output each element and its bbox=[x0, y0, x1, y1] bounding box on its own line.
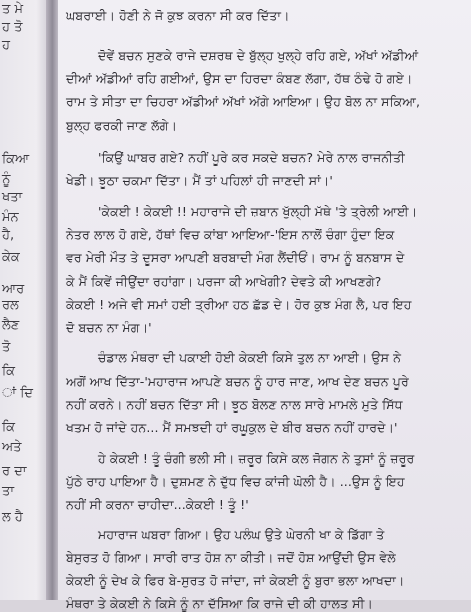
left-page bbox=[0, 0, 52, 600]
text-line: 'ਕਿਉਂ ਘਾਬਰ ਗਏ? ਨਹੀਂ ਪੂਰੇ ਕਰ ਸਕਦੇ ਬਚਨ? ਮੇਰੇ ਨਾਲ ਰਾਜਨੀਤੀ bbox=[98, 150, 405, 165]
text-line: ਚੰਡਾਲ ਮੰਥਰਾ ਦੀ ਪਕਾਈ ਹੋਈ ਕੇਕਈ ਕਿਸੇ ਤੁਲ ਨਾ ਆਈ। ਉਸ ਨੇ bbox=[98, 350, 402, 365]
left-page-fragment: ਲੈਣ bbox=[2, 318, 20, 333]
left-page-fragment: ਆਰ bbox=[2, 282, 25, 297]
text-line: ਨੇਤਰ ਲਾਲ ਹੋ ਗਏ, ਹੱਥਾਂ ਵਿਚ ਕਾਂਬਾ ਆਇਆ-'ਇਸ ਨਾਲੋਂ ਚੰਗਾ ਹੁੰਦਾ ਇਕ bbox=[66, 227, 395, 242]
left-page-fragment: ਹ bbox=[2, 38, 10, 53]
text-line: ਬੇਸੁਰਤ ਹੋ ਗਿਆ। ਸਾਰੀ ਰਾਤ ਹੋਸ਼ ਨਾ ਕੀਤੀ। ਜਦੋਂ ਹੋਸ਼ ਆਉਂਦੀ ਉਸ ਵੇਲੇ bbox=[66, 550, 396, 565]
left-page-fragment: ਤਾ bbox=[2, 484, 15, 499]
text-line: ਦੋ ਬਚਨ ਨਾ ਮੰਗ।' bbox=[66, 320, 152, 335]
left-page-fragment: ਨੂੰ bbox=[2, 172, 11, 187]
left-page-fragment: ਰ ਦਾ bbox=[2, 464, 27, 479]
text-line: ਨਹੀਂ ਕਰਨੇ। ਨਹੀਂ ਬਚਨ ਦਿੱਤਾ ਸੀ। ਝੂਠ ਬੋਲਣ ਨਾਲ ਸਾਰੇ ਮਾਮਲੇ ਮੁਤੇ ਸਿੱਧ bbox=[66, 397, 403, 412]
text-line: ਖੇਡੀ। ਝੂਠਾ ਚਕਮਾ ਦਿੱਤਾ। ਮੈਂ ਤਾਂ ਪਹਿਲਾਂ ਹੀ ਜਾਣਦੀ ਸਾਂ।' bbox=[66, 173, 333, 188]
left-page-fragment: ਲ ਹੈ bbox=[2, 510, 23, 525]
left-page-fragment: ਹੈ, bbox=[2, 228, 15, 243]
left-page-fragment: ਕਿਆ bbox=[2, 152, 30, 167]
left-page-fragment: ਾਂ ਦਿ bbox=[2, 386, 34, 401]
text-line: ਘਬਰਾਈ। ਹੋਣੀ ਨੇ ਜੋ ਕੁਝ ਕਰਨਾ ਸੀ ਕਰ ਦਿੱਤਾ। bbox=[66, 8, 290, 23]
text-line: ਅਗੋਂ ਆਖ ਦਿੱਤਾ-'ਮਹਾਰਾਜ ਆਪਣੇ ਬਚਨ ਨੂੰ ਹਾਰ ਜਾਣ, ਆਖ ਦੇਣ ਬਚਨ ਪੂਰੇ bbox=[66, 374, 409, 389]
text-line: ਨਹੀਂ ਸੀ ਕਰਨਾ ਚਾਹੀਦਾ...ਕੇਕਈ ! ਤੂੰ !' bbox=[66, 497, 249, 512]
text-line: ਮਹਾਰਾਜ ਘਬਰਾ ਗਿਆ। ਉਹ ਪਲੰਘ ਉਤੇ ਘੇਰਨੀ ਖਾ ਕੇ ਡਿੱਗਾ ਤੇ bbox=[98, 527, 385, 542]
text-line: ਰਾਮ ਤੇ ਸੀਤਾ ਦਾ ਚਿਹਰਾ ਅੱਡੀਆਂ ਅੱਖਾਂ ਅੱਗੇ ਆਇਆ। ਉਹ ਬੋਲ ਨਾ ਸਕਿਆ, bbox=[66, 94, 421, 109]
left-page-fragment: ਕੇਕ bbox=[2, 250, 20, 265]
right-page bbox=[58, 0, 471, 611]
left-page-fragment: ਕਿ bbox=[2, 364, 16, 379]
left-page-fragment: ਮੰਨ bbox=[2, 210, 19, 225]
left-page-fragment: ਤ ਮੇ bbox=[2, 2, 24, 17]
text-line: ਪੁੱਠੇ ਰਾਹ ਪਾਇਆ ਹੈ। ਦੁਸ਼ਮਣ ਨੇ ਦੁੱਧ ਵਿਚ ਕਾਂਜੀ ਘੋਲੀ ਹੈ। ...ਉਸ ਨੂੰ ਇਹ bbox=[66, 474, 405, 489]
text-line: ਮੰਥਰਾ ਤੇ ਕੇਕਈ ਨੇ ਕਿਸੇ ਨੂੰ ਨਾ ਦੱਸਿਆ ਕਿ ਰਾਜੇ ਦੀ ਕੀ ਹਾਲਤ ਸੀ। bbox=[66, 596, 373, 611]
left-page-fragment: ਰਲ bbox=[2, 298, 19, 313]
left-page-fragment: ਕਿ bbox=[2, 420, 16, 435]
text-line: ਕੇਕਈ ਨੂੰ ਦੇਖ ਕੇ ਫਿਰ ਬੇ-ਸੁਰਤ ਹੋ ਜਾਂਦਾ, ਜਾਂ ਕੇਕਈ ਨੂੰ ਬੁਰਾ ਭਲਾ ਆਖਦਾ। bbox=[66, 573, 405, 588]
text-line: ਦੋਵੇਂ ਬਚਨ ਸੁਣਕੇ ਰਾਜੇ ਦਸ਼ਰਥ ਦੇ ਬੁੱਲ੍ਹ ਖੁਲ੍ਹੇ ਰਹਿ ਗਏ, ਅੱਖਾਂ ਅੱਡੀਆਂ bbox=[98, 48, 419, 63]
left-page-fragment: ਅਤੇ bbox=[2, 440, 22, 455]
text-line: ਬੁਲ੍ਹ ਫਰਕੀ ਜਾਣ ਲੱਗੇ। bbox=[66, 118, 178, 133]
text-line: ਖਤਮ ਹੋ ਜਾਂਦੇ ਹਨ... ਮੈਂ ਸਮਝਦੀ ਹਾਂ ਰਘੂਕੁਲ ਦੇ ਬੀਰ ਬਚਨ ਨਹੀਂ ਹਾਰਦੇ।' bbox=[66, 420, 398, 435]
text-line: 'ਕੇਕਈ ! ਕੇਕਈ !! ਮਹਾਰਾਜੇ ਦੀ ਜ਼ਬਾਨ ਖੁੱਲ੍ਹੀ ਮੱਥੇ 'ਤੇ ਤ੍ਰੇਲੀ ਆਈ। bbox=[98, 204, 418, 219]
text-line: ਕੇਕਈ ! ਅਜੇ ਵੀ ਸਮਾਂ ਹਈ ਤ੍ਰੀਆ ਹਠ ਛੱਡ ਦੇ। ਹੋਰ ਕੁਝ ਮੰਗ ਲੈ, ਪਰ ਇਹ bbox=[66, 297, 412, 312]
text-line: ਵਰ ਮੇਰੀ ਮੌਤ ਤੇ ਦੂਸਰਾ ਆਪਣੀ ਬਰਬਾਦੀ ਮੰਗ ਲੈਂਦੀਓਂ। ਰਾਮ ਨੂੰ ਬਨਬਾਸ ਦੇ bbox=[66, 250, 405, 265]
text-line: ਦੀਆਂ ਅੱਡੀਆਂ ਰਹਿ ਗਈਆਂ, ਉਸ ਦਾ ਹਿਰਦਾ ਕੰਬਣ ਲੱਗਾ, ਹੱਥ ਠੰਢੇ ਹੋ ਗਏ। bbox=[66, 71, 413, 86]
text-line: ਕੇ ਮੈਂ ਕਿਵੇਂ ਜੀਉਂਦਾ ਰਹਾਂਗਾ। ਪਰਜਾ ਕੀ ਆਖੇਗੀ? ਦੇਵਤੇ ਕੀ ਆਖਣਗੇ? bbox=[66, 274, 382, 289]
left-page-fragment: ਹ ਤੋ bbox=[2, 20, 23, 35]
text-line: ਹੇ ਕੇਕਈ ! ਤੂੰ ਚੰਗੀ ਭਲੀ ਸੀ। ਜ਼ਰੂਰ ਕਿਸੇ ਕਲ ਜੋਗਨ ਨੇ ਤੁਸਾਂ ਨੂੰ ਜ਼ਰੂਰ bbox=[98, 451, 415, 466]
left-page-fragment: ਤੋ bbox=[2, 340, 11, 355]
left-page-fragment: ਖਤਾ bbox=[2, 190, 23, 205]
